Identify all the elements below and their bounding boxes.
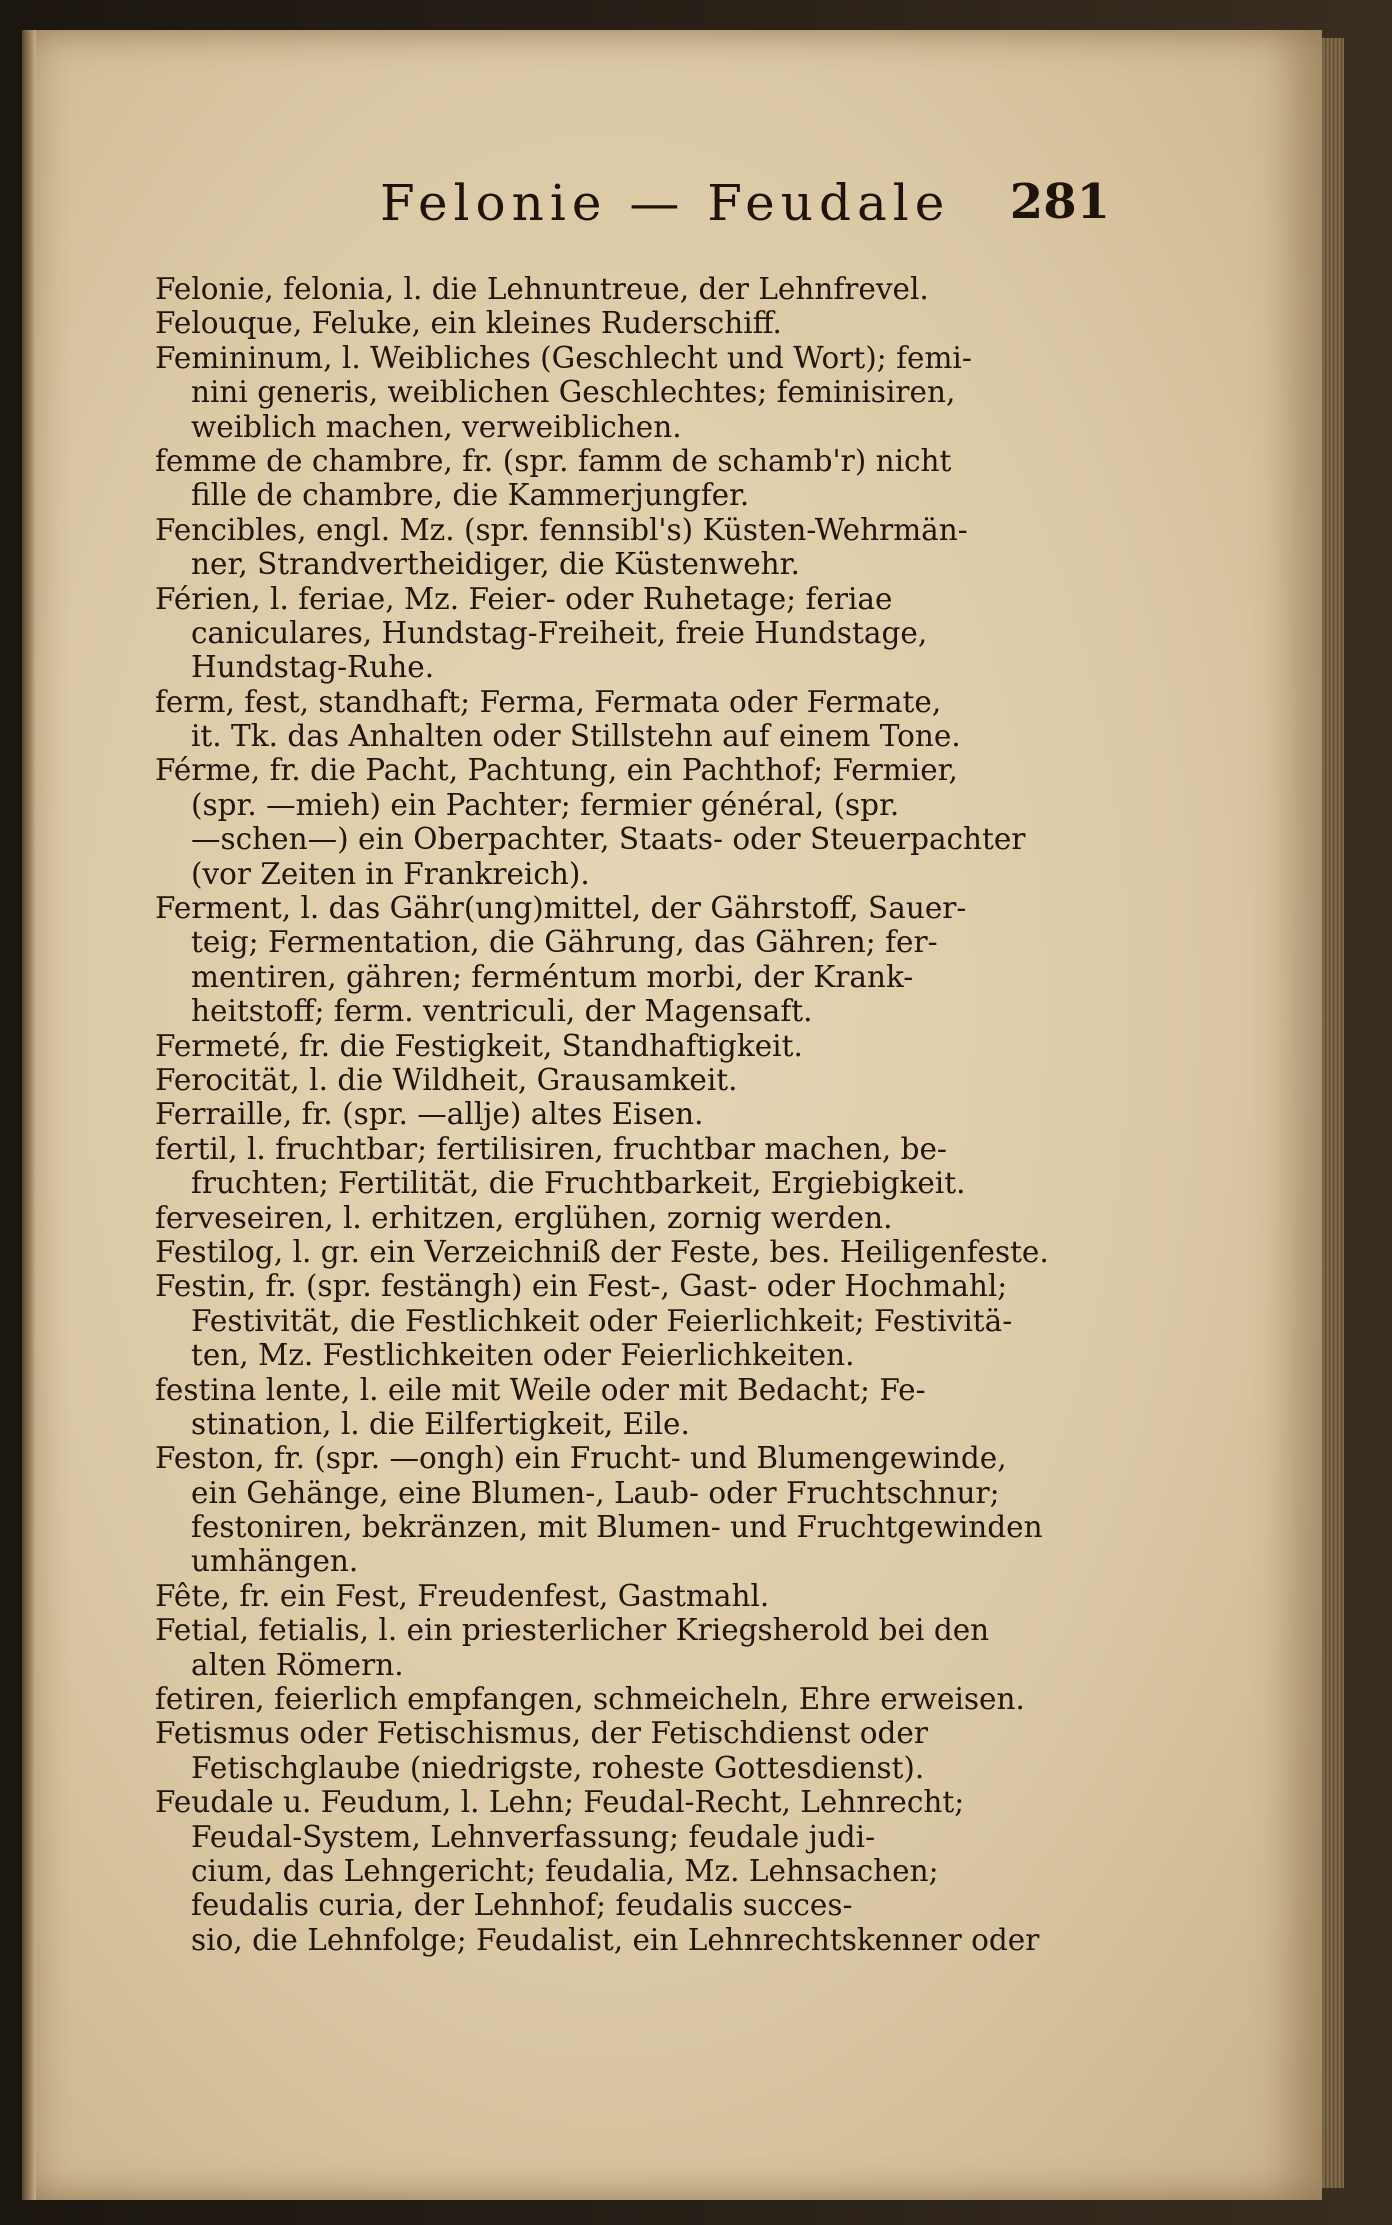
entry-line: ferveseiren, l. erhitzen, erglühen, zornig werden.: [155, 1200, 893, 1235]
binding-gutter: [22, 30, 36, 2200]
entry-line: festoniren, bekränzen, mit Blumen- und Fruchtgewinden: [191, 1510, 1043, 1545]
entry-line: Férme, fr. die Pacht, Pachtung, ein Pachthof; Fermier,: [155, 753, 958, 788]
entry-line: fruchten; Fertilität, die Fruchtbarkeit, Ergiebigkeit.: [191, 1166, 966, 1201]
page-stack-edge: [1322, 38, 1344, 2188]
entry-line: festina lente, l. eile mit Weile oder mit Bedacht; Fe-: [155, 1372, 926, 1407]
entry-line: Ferocität, l. die Wildheit, Grausamkeit.: [155, 1062, 738, 1097]
entry-line: femme de chambre, fr. (spr. famm de schamb'r) nicht: [155, 443, 952, 478]
entry-line: heitstoff; ferm. ventriculi, der Magensaft.: [191, 994, 813, 1029]
entry-line: Festivität, die Festlichkeit oder Feierlichkeit; Festivitä-: [191, 1303, 1013, 1338]
entry-line: fertil, l. fruchtbar; fertilisiren, fruchtbar machen, be-: [155, 1131, 947, 1166]
entry-line: Hundstag-Ruhe.: [191, 650, 435, 685]
entry-line: Felouque, Feluke, ein kleines Ruderschiff.: [155, 306, 782, 341]
entry-line: Ferment, l. das Gähr(ung)mittel, der Gährstoff, Sauer-: [155, 891, 967, 926]
entry-line: mentiren, gähren; ferméntum morbi, der Krank-: [191, 959, 914, 994]
entry-line: (vor Zeiten in Frankreich).: [191, 856, 590, 891]
entry-line: cium, das Lehngericht; feudalia, Mz. Lehnsachen;: [191, 1853, 939, 1888]
entry-line: Festilog, l. gr. ein Verzeichniß der Feste, bes. Heiligenfeste.: [155, 1234, 1049, 1269]
entry-line: caniculares, Hundstag-Freiheit, freie Hundstage,: [191, 615, 928, 650]
entry-line: ferm, fest, standhaft; Ferma, Fermata oder Fermate,: [155, 684, 942, 719]
entry-line: Femininum, l. Weibliches (Geschlecht und Wort); femi-: [155, 340, 972, 375]
entry-line: weiblich machen, verweiblichen.: [191, 409, 682, 444]
entry-line: Festin, fr. (spr. festängh) ein Fest-, Gast- oder Hochmahl;: [155, 1269, 1008, 1304]
entry-line: fetiren, feierlich empfangen, schmeicheln, Ehre erweisen.: [155, 1682, 1025, 1717]
entry-line: Fête, fr. ein Fest, Freudenfest, Gastmahl.: [155, 1578, 770, 1613]
entry-line: Fermeté, fr. die Festigkeit, Standhaftigkeit.: [155, 1028, 803, 1063]
entry-line: alten Römern.: [191, 1647, 404, 1682]
entry-line: feudalis curia, der Lehnhof; feudalis succes-: [191, 1888, 853, 1923]
running-head: Felonie — Feudale: [380, 174, 951, 232]
entry-line: Fetischglaube (niedrigste, roheste Gottesdienst).: [191, 1750, 925, 1785]
entry-line: stination, l. die Eilfertigkeit, Eile.: [191, 1406, 690, 1441]
entry-line: Feudale u. Feudum, l. Lehn; Feudal-Recht, Lehnrecht;: [155, 1785, 965, 1820]
entry-line: ten, Mz. Festlichkeiten oder Feierlichkeiten.: [191, 1338, 855, 1373]
entry-line: Fencibles, engl. Mz. (spr. fennsibl's) Küsten-Wehrmän-: [155, 512, 968, 547]
entry-line: Fetial, fetialis, l. ein priesterlicher Kriegsherold bei den: [155, 1613, 990, 1648]
entry-line: sio, die Lehnfolge; Feudalist, ein Lehnrechtskenner oder: [191, 1922, 1040, 1957]
entry-line: Ferraille, fr. (spr. —allje) altes Eisen.: [155, 1097, 704, 1132]
entry-line: Felonie, felonia, l. die Lehnuntreue, der Lehnfrevel.: [155, 272, 929, 306]
entry-line: it. Tk. das Anhalten oder Stillstehn auf einem Tone.: [191, 719, 961, 754]
entry-line: Férien, l. feriae, Mz. Feier- oder Ruhetage; feriae: [155, 581, 893, 616]
entry-line: ner, Strandvertheidiger, die Küstenwehr.: [191, 547, 800, 582]
entry-line: ein Gehänge, eine Blumen-, Laub- oder Fruchtschnur;: [191, 1475, 1000, 1510]
entry-line: fille de chambre, die Kammerjungfer.: [191, 478, 750, 513]
entry-line: (spr. —mieh) ein Pachter; fermier général, (spr.: [191, 787, 900, 822]
dictionary-entries: [155, 272, 1155, 1957]
entry-line: teig; Fermentation, die Gährung, das Gähren; fer-: [191, 925, 938, 960]
entry-line: Feston, fr. (spr. —ongh) ein Frucht- und Blumengewinde,: [155, 1441, 1007, 1476]
entry-line: umhängen.: [191, 1544, 359, 1579]
entry-line: Feudal-System, Lehnverfassung; feudale judi-: [191, 1819, 876, 1854]
entry-line: Fetismus oder Fetischismus, der Fetischdienst oder: [155, 1716, 928, 1751]
entry-line: —schen—) ein Oberpachter, Staats- oder Steuerpachter: [191, 822, 1026, 857]
page-header: [150, 160, 1110, 250]
page-number: 281: [1009, 174, 1110, 230]
entry-line: nini generis, weiblichen Geschlechtes; feminisiren,: [191, 375, 956, 410]
